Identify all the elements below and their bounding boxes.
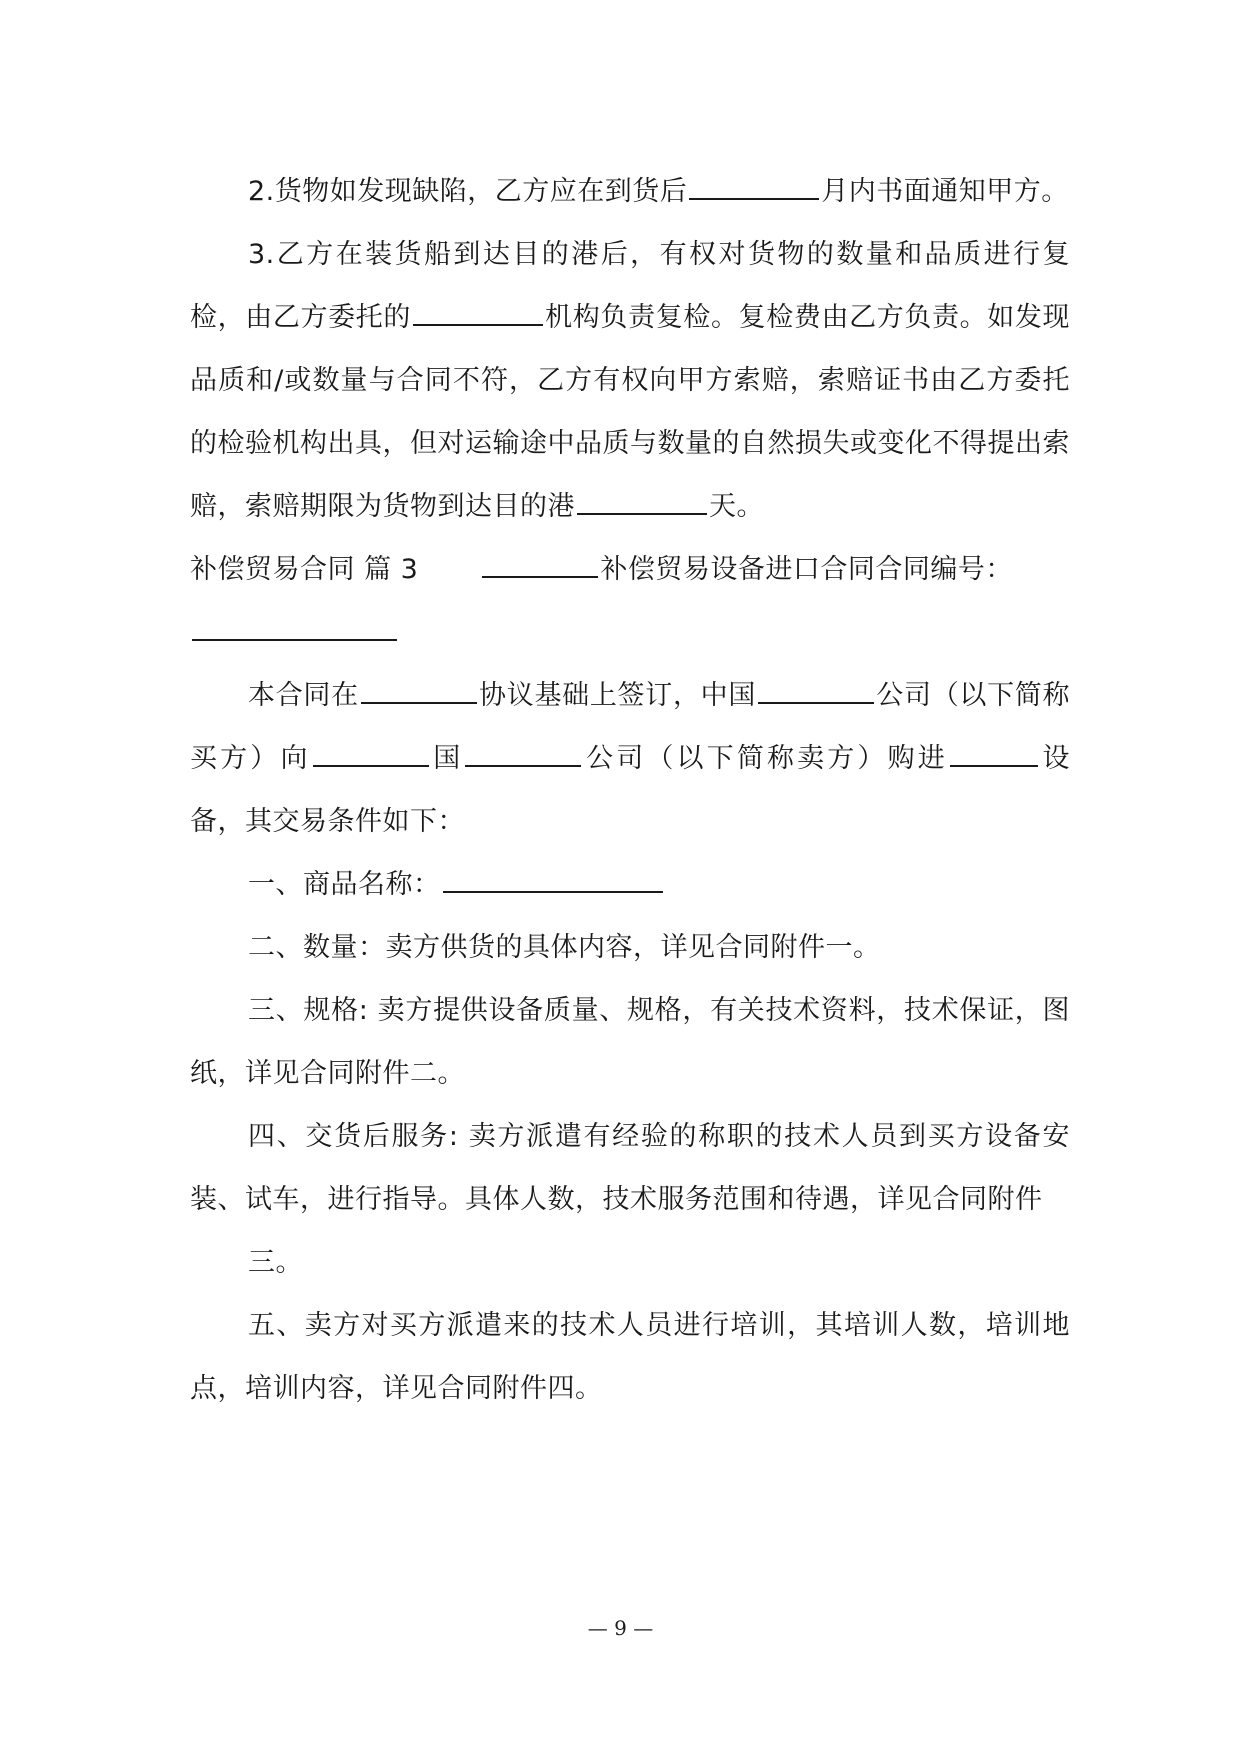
item-3-specification: 三、规格: 卖方提供设备质量、规格，有关技术资料，技术保证，图纸，详见合同附件二。: [190, 995, 1070, 1089]
clause-3-text: 3.乙方在装货船到达目的港后，有权对货物的数量和品质进行复检，由乙方委托的: [190, 239, 1070, 333]
preamble-text-c: 公司（以下简称买方）向: [190, 680, 1071, 774]
contract-number-blank: [192, 613, 397, 641]
section-title: 补偿贸易合同 篇 3: [190, 554, 419, 585]
clause-3: [190, 223, 1070, 538]
preamble-text-b: 协议基础上签订，中国: [478, 680, 757, 711]
preamble-text-f: 设备，其交易条件如下：: [190, 743, 1071, 837]
blank-field: [482, 550, 598, 578]
blank-field: [443, 865, 663, 893]
item-1-text: 一、商品名称：: [248, 869, 441, 900]
item-4-after-sales-service: 四、交货后服务: 卖方派遣有经验的称职的技术人员到买方设备安装、试车，进行指导。具体人数，技术服务范围和待遇，详见合同附件: [190, 1121, 1070, 1215]
clause-2-text-end: 月内书面通知甲方。: [821, 176, 1069, 207]
preamble-text-d: 国: [430, 743, 464, 774]
clause-3-text-end: 天。: [709, 491, 764, 522]
section-heading: [190, 538, 1070, 601]
contract-number-line: [190, 601, 1070, 664]
item-4-continuation: 三。: [248, 1247, 303, 1278]
blank-field: [689, 172, 819, 200]
blank-field: [313, 739, 429, 767]
blank-field: [465, 739, 581, 767]
blank-field: [758, 676, 874, 704]
blank-field: [950, 739, 1038, 767]
document-body: [190, 160, 1070, 1420]
blank-field: [577, 487, 707, 515]
blank-field: [413, 298, 543, 326]
preamble-text-a: 本合同在: [248, 680, 359, 711]
preamble-text-e: 公司（以下简称卖方）购进: [583, 743, 948, 774]
item-1-product-name: [190, 853, 1070, 916]
clause-3-text-mid: 机构负责复检。复检费由乙方负责。如发现品质和/或数量与合同不符，乙方有权向甲方索赔，索赔证书由乙方委托的检验机构出具，但对运输途中品质与数量的自然损失或变化不得提出索赔，索赔期限为货物到达目的港: [190, 302, 1071, 522]
clause-2-text: 2.货物如发现缺陷，乙方应在到货后: [248, 176, 688, 207]
preamble: [190, 664, 1070, 853]
item-2-quantity: 二、数量：卖方供货的具体内容，详见合同附件一。: [248, 932, 881, 963]
section-title-rest: 补偿贸易设备进口合同合同编号：: [600, 554, 1013, 585]
item-5-training: 五、卖方对买方派遣来的技术人员进行培训，其培训人数，培训地点，培训内容，详见合同附件四。: [190, 1310, 1070, 1404]
clause-2: [190, 160, 1070, 223]
page-number: — 9 —: [587, 1616, 654, 1640]
blank-field: [361, 676, 477, 704]
